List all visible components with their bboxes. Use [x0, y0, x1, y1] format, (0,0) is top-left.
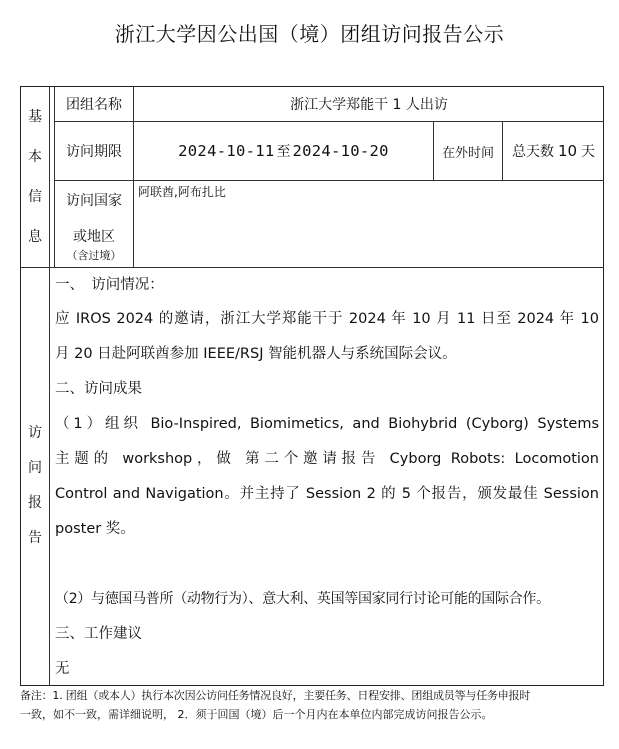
report-label — [21, 268, 49, 685]
report-char: 问 — [28, 459, 42, 476]
basic-info-char: 信 — [28, 189, 42, 205]
period-separator: 至 — [276, 144, 291, 160]
basic-info-label — [21, 87, 49, 267]
period-label: 访问期限 — [66, 144, 122, 160]
basic-info-char: 基 — [28, 109, 42, 125]
basic-info-char: 息 — [28, 229, 42, 245]
basic-info-char: 本 — [28, 149, 42, 165]
page-title: 浙江大学因公出国（境）团组访问报告公示 — [114, 22, 505, 46]
report-char: 告 — [28, 529, 42, 546]
period-end: 2024-10-20 — [292, 142, 389, 160]
countries-label-line: 访问国家 — [66, 193, 122, 209]
result-1-line: 主题的 workshop，做 第二个邀请报告 Cyborg Robots: Locomotion — [55, 451, 599, 467]
countries-label-line: 或地区 — [73, 229, 115, 245]
countries-label — [55, 181, 133, 267]
report-body — [55, 272, 599, 687]
period-value — [134, 122, 433, 180]
result-2: （2）与德国马普所（动物行为）、意大利、英国等国家同行讨论可能的国际合作。 — [55, 591, 550, 607]
result-1-line: poster 奖。 — [55, 521, 135, 537]
footnote-line: 一致，如不一致，需详细说明， 2．须于回国（境）后一个月内在本单位内部完成访问报告公示。 — [20, 708, 493, 721]
heading-results: 二、访问成果 — [55, 381, 142, 397]
suggestion-text: 无 — [55, 661, 70, 677]
footnote-line: 备注：1. 团组（或本人）执行本次因公访问任务情况良好，主要任务、日程安排、团组成员等与任务申报时 — [20, 689, 531, 702]
result-1-line: Control and Navigation。并主持了 Session 2 的 5 个报告，颁发最佳 Session — [55, 486, 599, 502]
result-1-line: （1）组织 Bio-Inspired, Biomimetics, and Biohybrid (Cyborg) Systems — [55, 416, 599, 432]
countries-label-note: （含过境） — [66, 249, 122, 262]
group-name-value: 浙江大学郑能干 1 人出访 — [290, 97, 448, 113]
heading-visit: 一、 访问情况： — [55, 277, 164, 293]
visit-text-line: 应 IROS 2024 的邀请，浙江大学郑能干于 2024 年 10 月 11 日至 2024 年 10 — [55, 311, 599, 327]
countries-value: 阿联酋,阿布扎比 — [138, 185, 226, 199]
visit-text-line: 月 20 日赴阿联酋参加 IEEE/RSJ 智能机器人与系统国际会议。 — [55, 346, 457, 362]
abroad-time-label: 在外时间 — [441, 145, 494, 161]
divider — [21, 267, 604, 268]
total-days — [503, 122, 604, 180]
heading-suggestions: 三、工作建议 — [55, 626, 142, 642]
group-name-label: 团组名称 — [66, 97, 122, 113]
footnote — [20, 686, 604, 724]
period-start: 2024-10-11 — [178, 142, 275, 160]
divider — [49, 87, 50, 685]
report-char: 访 — [28, 424, 42, 441]
report-form — [20, 86, 604, 686]
total-days-suffix: 天 — [581, 144, 596, 160]
total-days-value: 10 — [557, 142, 578, 160]
divider — [54, 180, 604, 181]
report-char: 报 — [28, 494, 42, 511]
total-days-prefix: 总天数 — [511, 144, 554, 160]
